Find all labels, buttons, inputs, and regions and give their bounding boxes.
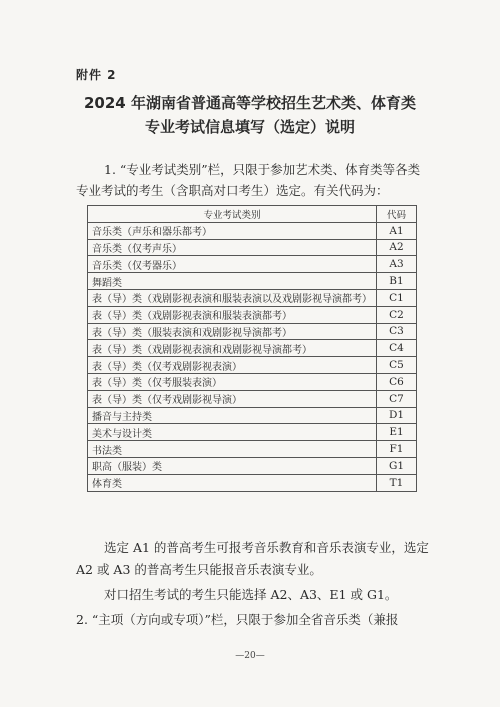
category-cell: 音乐类（仅考器乐） [88, 256, 377, 273]
code-cell: G1 [377, 457, 417, 474]
header-code: 代码 [377, 206, 417, 223]
table-row [88, 474, 417, 491]
code-cell: A1 [377, 222, 417, 239]
section1-paragraph-line2: 专业考试的考生（含职高对口考生）选定。有关代码为： [76, 183, 389, 198]
note-paragraph-line1: 选定 A1 的普高考生可报考音乐教育和音乐表演专业，选定 [104, 540, 429, 555]
category-cell: 书法类 [88, 441, 377, 458]
document-title-line2: 专业考试信息填写（选定）说明 [144, 118, 355, 136]
category-cell: 职高（服装）类 [88, 457, 377, 474]
category-cell: 体育类 [88, 474, 377, 491]
table-header-row [88, 206, 417, 223]
table-row [88, 273, 417, 290]
category-cell: 舞蹈类 [88, 273, 377, 290]
code-cell: C4 [377, 340, 417, 357]
table-row [88, 340, 417, 357]
note-paragraph-line3: 对口招生考试的考生只能选择 A2、A3、E1 或 G1。 [104, 587, 398, 602]
attachment-label: 附件 2 [76, 68, 117, 82]
table-row [88, 373, 417, 390]
code-cell: D1 [377, 407, 417, 424]
table-row [88, 457, 417, 474]
code-cell: E1 [377, 424, 417, 441]
page-number: —20— [235, 651, 265, 661]
category-cell: 美术与设计类 [88, 424, 377, 441]
category-cell: 表（导）类（戏剧影视表演和服装表演都考） [88, 306, 377, 323]
table-row [88, 289, 417, 306]
note-paragraph-line2: A2 或 A3 的普高考生只能报音乐表演专业。 [76, 562, 322, 577]
table-row [88, 306, 417, 323]
header-category: 专业考试类别 [88, 206, 377, 223]
table-row [88, 407, 417, 424]
table-body [88, 222, 417, 491]
category-cell: 表（导）类（戏剧影视表演和戏剧影视导演都考） [88, 340, 377, 357]
table-row [88, 441, 417, 458]
document-title-line1: 2024 年湖南省普通高等学校招生艺术类、体育类 [84, 94, 416, 112]
category-cell: 音乐类（声乐和器乐都考） [88, 222, 377, 239]
table-row [88, 323, 417, 340]
category-cell: 表（导）类（仅考服装表演） [88, 373, 377, 390]
table-row [88, 390, 417, 407]
table-row [88, 256, 417, 273]
code-cell: C6 [377, 373, 417, 390]
code-cell: C5 [377, 357, 417, 374]
section1-paragraph-line1: 1. “专业考试类别”栏，只限于参加艺术类、体育类等各类 [104, 162, 421, 177]
table-row [88, 424, 417, 441]
category-cell: 音乐类（仅考声乐） [88, 239, 377, 256]
code-cell: F1 [377, 441, 417, 458]
code-cell: C1 [377, 289, 417, 306]
category-cell: 表（导）类（戏剧影视表演和服装表演以及戏剧影视导演都考） [88, 289, 377, 306]
code-cell: C7 [377, 390, 417, 407]
table-row [88, 239, 417, 256]
table-row [88, 222, 417, 239]
table-row [88, 357, 417, 374]
section2-paragraph-line1: 2. “主项（方向或专项）”栏，只限于参加全省音乐类（兼报 [76, 612, 399, 627]
category-cell: 表（导）类（仅考戏剧影视导演） [88, 390, 377, 407]
exam-category-code-table [87, 205, 417, 492]
code-cell: A3 [377, 256, 417, 273]
code-cell: C2 [377, 306, 417, 323]
category-cell: 播音与主持类 [88, 407, 377, 424]
code-cell: B1 [377, 273, 417, 290]
code-cell: T1 [377, 474, 417, 491]
code-cell: C3 [377, 323, 417, 340]
category-cell: 表（导）类（仅考戏剧影视表演） [88, 357, 377, 374]
category-cell: 表（导）类（服装表演和戏剧影视导演都考） [88, 323, 377, 340]
code-cell: A2 [377, 239, 417, 256]
